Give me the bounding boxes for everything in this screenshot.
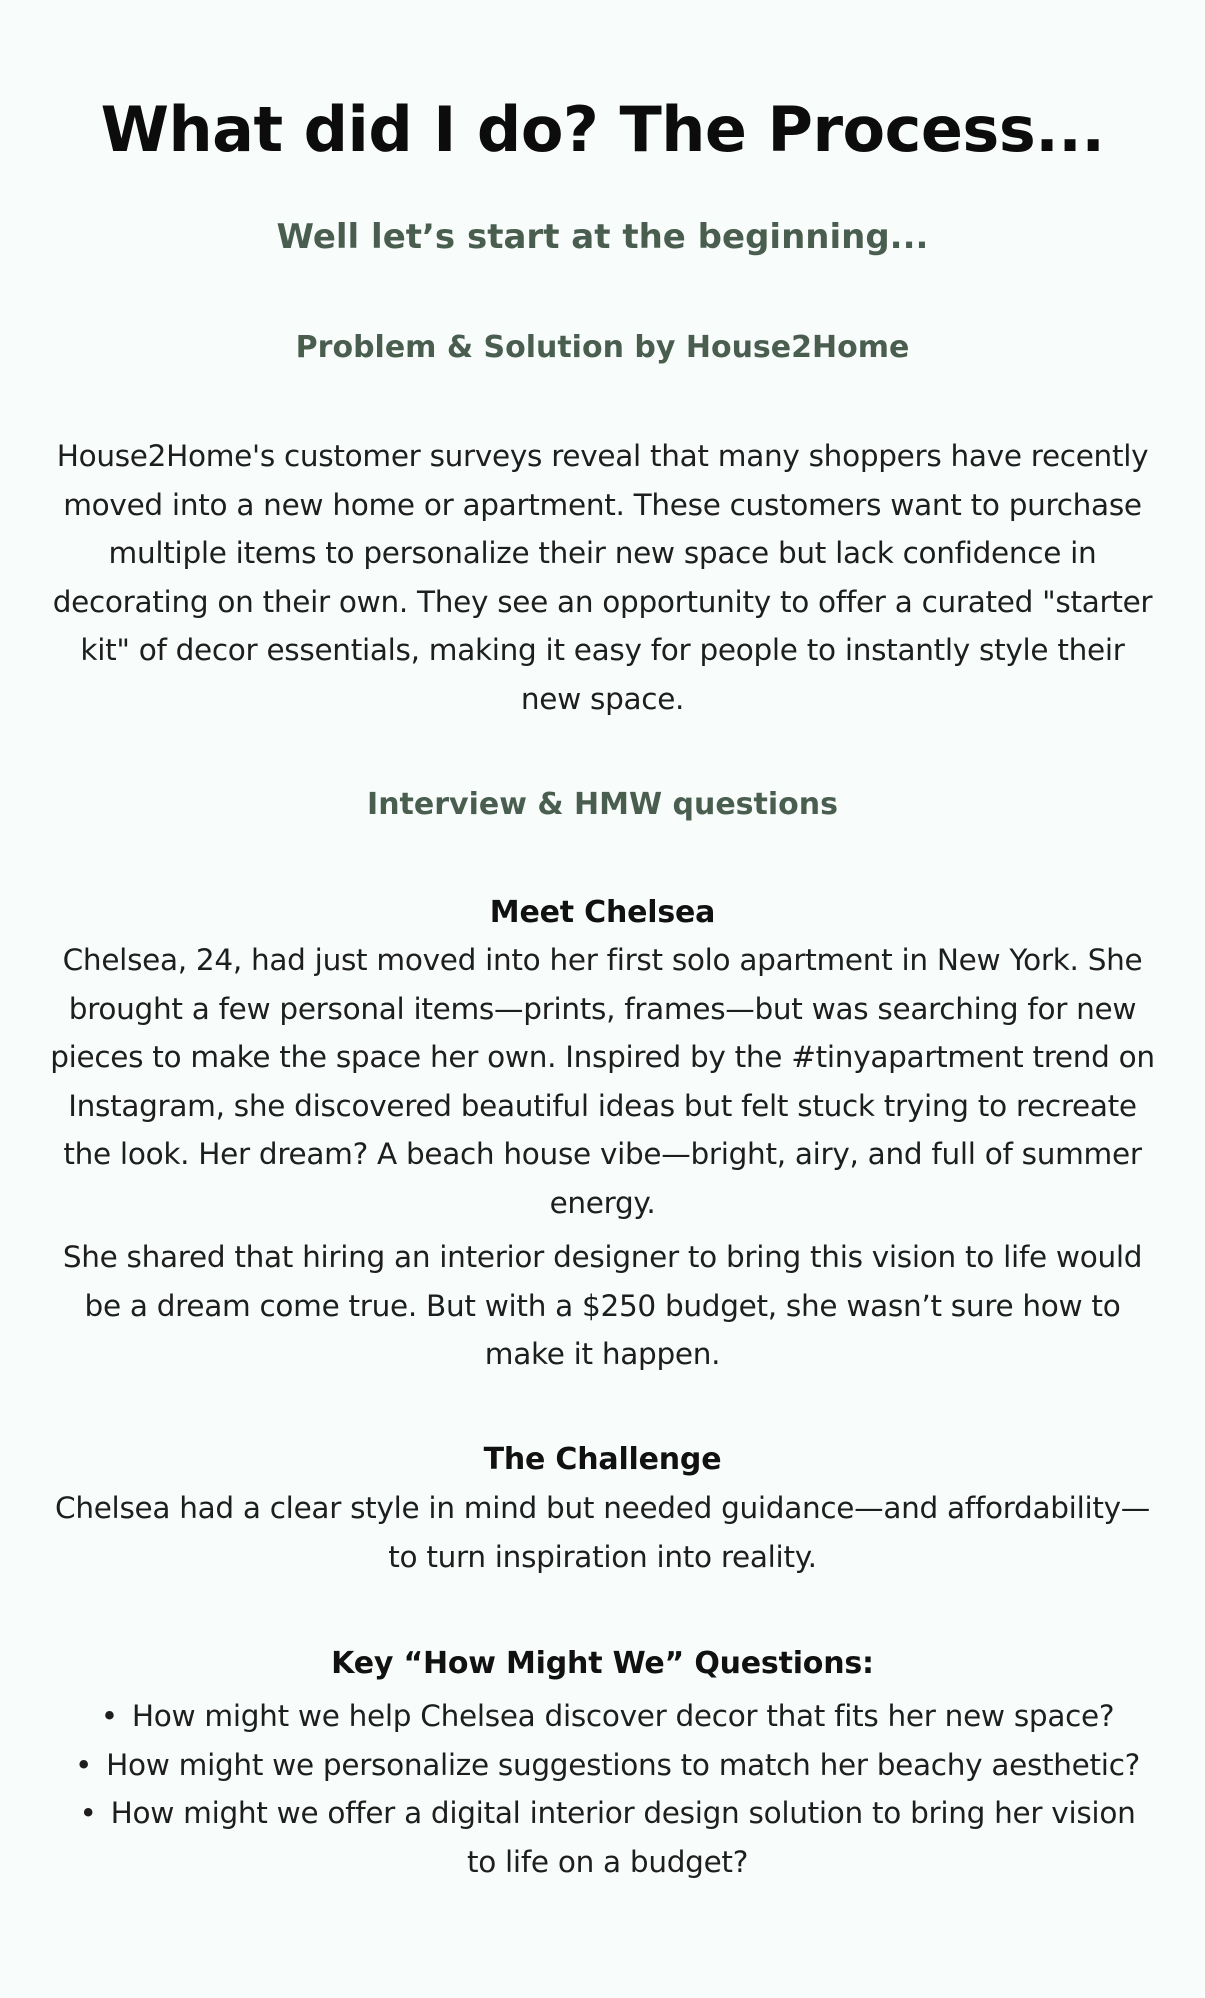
hmw-question-list	[70, 1692, 1145, 1886]
hmw-heading: Key “How Might We” Questions:	[331, 1646, 874, 1681]
interview-section-heading: Interview & HMW questions	[367, 787, 838, 822]
list-item	[70, 1692, 1145, 1741]
persona-paragraph-1: Chelsea, 24, had just moved into her first solo apartment in New York. She brought a few personal items—prints, frames—but was searching for new pieces to make the space her own. Inspired by the #tinyapartment trend on Instagram, she discovered beautiful ideas but felt stuck trying to recreate the look. Her dream? A beach house vibe—bright, airy, and full of summer energy.	[50, 943, 1155, 1220]
problem-section-body: House2Home's customer surveys reveal that many shoppers have recently moved into a new home or apartment. These customers want to purchase multiple items to personalize their new space but lack confidence in decorating on their own. They see an opportunity to offer a curated "starter kit" of decor essentials, making it easy for people to instantly style their new space.	[52, 439, 1153, 716]
page-title: What did I do? The Process...	[100, 93, 1105, 166]
hmw-question-text: How might we offer a digital interior design solution to bring her vision to life on a budget?	[110, 1796, 1136, 1879]
hmw-question-text: How might we personalize suggestions to match her beachy aesthetic?	[106, 1747, 1140, 1782]
persona-paragraph-2: She shared that hiring an interior designer to bring this vision to life would be a dream come true. But with a $250 budget, she wasn’t sure how to make it happen.	[62, 1240, 1143, 1371]
challenge-body: Chelsea had a clear style in mind but needed guidance—and affordability—to turn inspiration into reality.	[55, 1491, 1150, 1574]
problem-section-heading: Problem & Solution by House2Home	[295, 330, 910, 365]
bullet-icon: •	[100, 1699, 118, 1733]
page-subtitle: Well let’s start at the beginning...	[276, 217, 929, 257]
list-item	[70, 1789, 1145, 1886]
bullet-icon: •	[75, 1747, 93, 1782]
persona-heading: Meet Chelsea	[489, 895, 716, 930]
hmw-question-text: How might we help Chelsea discover decor that fits her new space?	[131, 1699, 1115, 1733]
bullet-icon: •	[79, 1796, 97, 1830]
list-item	[70, 1741, 1145, 1790]
challenge-heading: The Challenge	[483, 1442, 722, 1477]
